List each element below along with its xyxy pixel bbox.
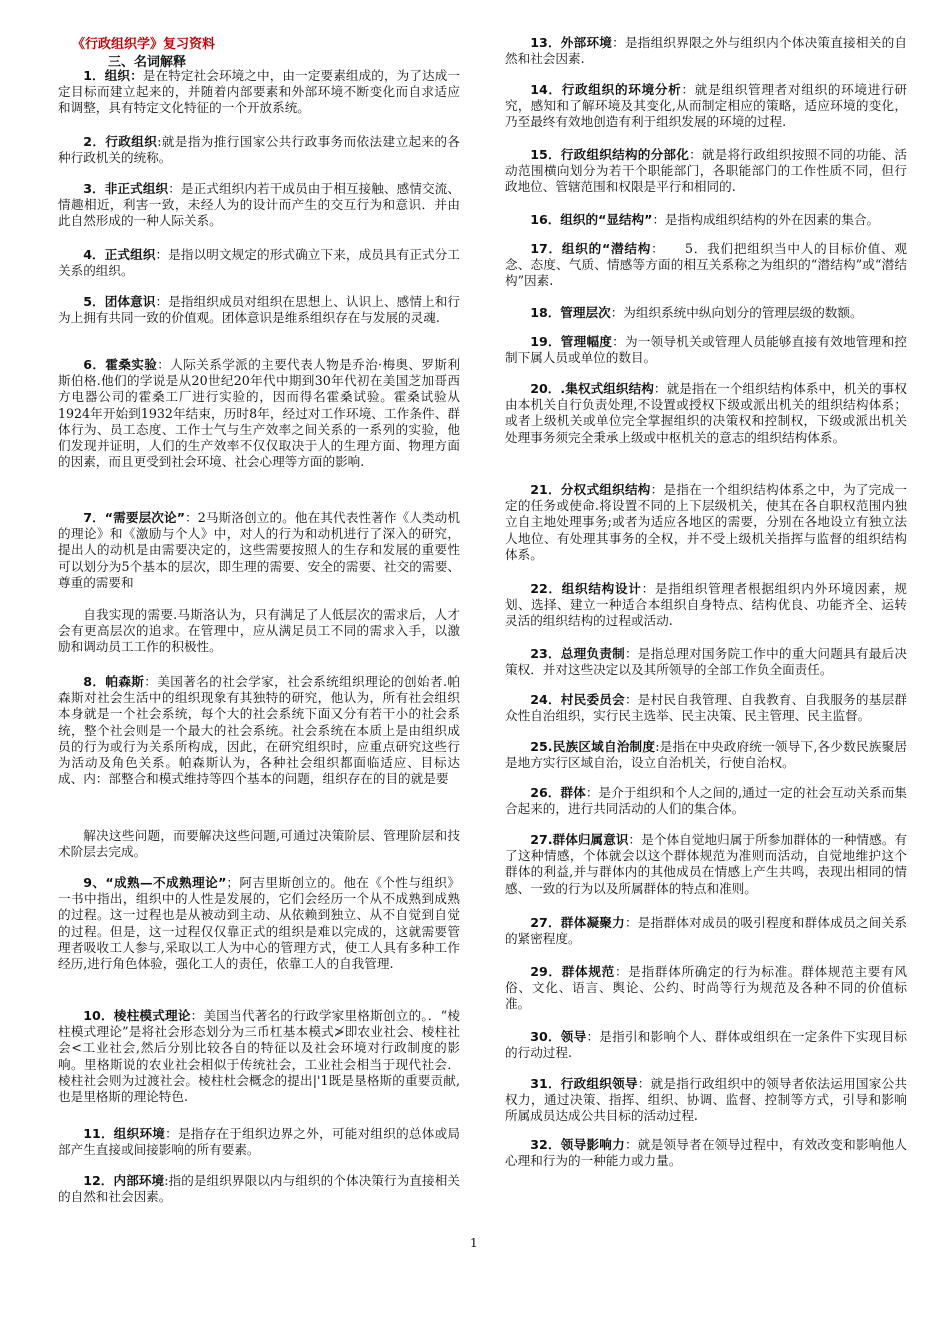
section-title: 三、名词解释 bbox=[108, 55, 187, 70]
entry-term: 22．组织结构设计 bbox=[530, 581, 642, 596]
entry-text: ：为组织系统中纵向划分的管理层级的数额。 bbox=[610, 305, 863, 320]
entry-text: :指的是组织界限以内与组织的个体决策行为直接相关的自然和社会因素。 bbox=[58, 1173, 460, 1205]
entry-text: ：是指构成组织结构的外在因素的集合。 bbox=[652, 212, 880, 227]
entry-text: ：为一领导机关或管理人员能够直接有效地管理和控制下属人员或单位的数目。 bbox=[505, 334, 907, 366]
entry-term: 27．群体凝聚力 bbox=[530, 915, 625, 930]
entry-text: ：就是将行政组织按照不同的功能、活动范围横向划分为若干个职能部门，各职能部门的工作性质不同，但行政地位、管辖范围和权限是平行和相同的. bbox=[505, 147, 908, 195]
entry-text: ：是指引和影响个人、群体或组织在一定条件下实现目标的行动过程. bbox=[505, 1029, 908, 1061]
page-number: 1 bbox=[470, 1236, 478, 1250]
entry-term: 21．分权式组织结构 bbox=[530, 482, 651, 497]
entry-term: 2．行政组织 bbox=[83, 134, 158, 149]
entry-text: ：就是领导者在领导过程中，有效改变和影响他人心理和行为的一种能力或力量。 bbox=[505, 1137, 908, 1169]
entry-item bbox=[505, 739, 907, 771]
entry-term: 9、“成熟—不成熟理论” bbox=[83, 875, 227, 890]
entry-term: 16．组织的“显结构” bbox=[530, 212, 653, 227]
entry-item bbox=[505, 964, 907, 1013]
entry-item bbox=[58, 181, 460, 230]
entry-item bbox=[505, 785, 907, 817]
entry-term: 10．棱柱模式理论 bbox=[83, 1008, 191, 1023]
entry-text: ；阿吉里斯创立的。他在《个性与组织》一书中指出，组织中的人性是发展的，它们会经历一个从不成熟到成熟的过程。这一过程也是从被动到主动、从依赖到独立、从不自觉到自觉的过程。但是，这一过程仅仅靠正式的组织是难以完成的，这就需要管理者吸收工人参与,采取以工人为中心的管理方式，使工人具有多种工作经历,进行角色体验，强化工人的责任，依靠工人的自我管理. bbox=[58, 875, 461, 972]
entry-term: 27.群体归属意识 bbox=[530, 832, 629, 847]
entry-item bbox=[58, 68, 460, 117]
entry-item bbox=[505, 832, 907, 897]
entry-item bbox=[505, 581, 907, 630]
entry-item bbox=[505, 692, 907, 724]
entry-text: ：美国著名的社会学家，社会系统组织理论的创始者.帕森斯对社会生活中的组织现象有其独特的研究，他认为，所有社会组织本身就是一个社会系统，每个大的社会系统下面又分有若干小的社会系统，整个社会则是一个最大的社会系统。社会系统在本质上是由组织成员的行为或行为关系所构成，因此，在研究组织时，应重点研究这些行为活动及角色关系。帕森斯认为，各种社会组织都面临适应、目标达成、内：部整合和模式维持等四个基本的问题，组织存在的目的就是要 bbox=[58, 674, 460, 787]
entry-term: 26．群体 bbox=[530, 785, 586, 800]
entry-term: 32．领导影响力 bbox=[530, 1137, 625, 1152]
entry-text: ：2马斯洛创立的。他在其代表性著作《人类动机的理论》和《激励与个人》中，对人的行为和动机进行了深入的研究，提出人的动机是由需要决定的，这些需要按照人的生存和发展的重要性可以划分为5个基本的层次，即生理的需要、安全的需要、社交的需要、尊重的需要和 bbox=[58, 510, 460, 590]
entry-text: ： 5．我们把组织当中人的目标价值、观念、态度、气质、情感等方面的相互关系称之为组织的“潜结构”或“潜结构”因素. bbox=[505, 241, 907, 289]
entry-item bbox=[58, 247, 460, 279]
entry-item bbox=[505, 305, 907, 321]
entry-text: 解决这些问题，而要解决这些问题,可通过决策阶层、管理阶层和技术阶层去完成。 bbox=[58, 828, 460, 860]
entry-term: 13．外部环境 bbox=[530, 35, 613, 50]
document-title: 《行政组织学》复习资料 bbox=[72, 37, 216, 52]
entry-term: 17．组织的“潜结构 bbox=[530, 241, 652, 256]
entry-term: 4．正式组织 bbox=[83, 247, 156, 262]
entry-text: ：是指群体所确定的行为标准。群体规范主要有风俗、文化、语言、舆论、公约、时尚等行为规范及各种不同的价值标准。 bbox=[505, 964, 908, 1012]
entry-term: 11．组织环境 bbox=[83, 1126, 166, 1141]
entry-term: 14．行政组织的环境分析 bbox=[530, 82, 682, 97]
entry-text: ：就是组织管理者对组织的环境进行研究，感知和了解环境及其变化,从而制定相应的策略，适应环境的变化，乃至最终有效地创造有利于组织发展的环境的过程. bbox=[505, 82, 908, 130]
entry-item bbox=[505, 482, 907, 563]
entry-term: 31．行政组织领导 bbox=[530, 1076, 638, 1091]
entry-text: ：是指群体对成员的吸引程度和群体成员之间关系的紧密程度。 bbox=[505, 915, 908, 947]
entry-term: 6．霍桑实验 bbox=[83, 357, 158, 372]
entry-item bbox=[58, 674, 460, 787]
entry-term: 20．.集权式组织结构 bbox=[530, 381, 654, 396]
entry-item bbox=[58, 357, 460, 470]
entry-item bbox=[58, 134, 460, 166]
entry-item bbox=[505, 381, 907, 446]
entry-term: 25.民族区域自治制度 bbox=[530, 739, 656, 754]
entry-item bbox=[505, 1076, 907, 1125]
entry-item bbox=[58, 1008, 460, 1105]
entry-item bbox=[58, 1173, 460, 1205]
entry-item bbox=[505, 646, 907, 678]
entry-text: ：就是指在一个组织结构体系中，机关的事权由本机关自行负责处理,不设置或授权下级或派出机关的组织结构体系；或者上级机关或单位完全掌握组织的决策权和控制权，下级或派出机关处理事务须完全秉承上级或中枢机关的意志的组织结构体系。 bbox=[505, 381, 908, 445]
entry-text: ：是指以明文规定的形式确立下来，成员具有正式分工关系的组织。 bbox=[58, 247, 461, 279]
entry-text: ：是介于组织和个人之间的,通过一定的社会互动关系而集合起来的，进行共同活动的人们的集合体。 bbox=[505, 785, 907, 817]
entry-term: 8．帕森斯 bbox=[83, 674, 145, 689]
entry-text: ：人际关系学派的主要代表人物是乔治·梅奥、罗斯利斯伯格.他们的学说是从20世纪20年代中期到30年代初在美国芝加哥西方电器公司的霍桑工厂进行实验的，因而得名霍桑试验。霍桑试验从1924年开始到1932年结束，历时8年，经过对工作环境、工作条件、群体行为、员工态度、工作士气与生产效率之间关系的一系列的实验，他们发现并证明，人们的生产效率不仅仅取决于人的生理方面、物理方面的因素，而且更受到社会环境、社会心理等方面的影响. bbox=[58, 357, 460, 470]
entry-text: :是指在中央政府统一领导下,各少数民族聚居是地方实行区域自治，设立自治机关，行使自治权。 bbox=[505, 739, 908, 771]
entry-text: ：是指存在于组织边界之外，可能对组织的总体或局部产生直接或间接影响的所有要素。 bbox=[58, 1126, 460, 1158]
entry-term: 23．总理负责制 bbox=[530, 646, 625, 661]
entry-text: ：就是指行政组织中的领导者依法运用国家公共权力，通过决策、指挥、组织、协调、监督、控制等方式，引导和影响所属成员达成公共目标的活动过程. bbox=[505, 1076, 908, 1124]
entry-text: 自我实现的需要.马斯洛认为，只有满足了人低层次的需求后，人才会有更高层次的追求。在管理中，应从满足员工不同的需求入手，以激励和调动员工工作的积极性。 bbox=[58, 607, 460, 655]
entry-item bbox=[505, 1137, 907, 1169]
entry-item bbox=[505, 334, 907, 366]
entry-text: ：美国当代著名的行政学家里格斯创立的。．“棱柱模式理论”是将社会形态划分为三币杠基本模式≯即农业社会、棱柱社会<工业社会,然后分别比较各自的特征以及社会环境对行政制度的影响。里格斯说的农业社会相似于传统社会，工业社会相当于现代社会．棱柱社会则为过渡社会。棱柱杜会概念的提出|'1既是垦格斯的重要贡献,也是里格斯的理论特色. bbox=[58, 1008, 460, 1105]
entry-item bbox=[58, 294, 460, 326]
entry-item bbox=[505, 82, 907, 131]
entry-text: ：是个体自觉地归属于所参加群体的一种情感。有了这种情感，个体就会以这个群体规范为准则而活动，自觉地维护这个群体的利益,并与群体内的其他成员在情感上产生共鸣，表现出相同的情感、一致的行为以及所属群体的特点和准则。 bbox=[505, 832, 908, 896]
entry-item bbox=[505, 915, 907, 947]
entry-term: 7．“需要层次论” bbox=[83, 510, 185, 525]
entry-item bbox=[505, 35, 907, 67]
entry-term: 30．领导 bbox=[530, 1029, 587, 1044]
entry-term: 29．群体规范 bbox=[530, 964, 615, 979]
entry-item bbox=[505, 147, 907, 196]
entry-term: 18．管理层次 bbox=[530, 305, 611, 320]
entry-text: :就是指为推行国家公共行政事务而依法建立起来的各种行政机关的统称。 bbox=[58, 134, 460, 166]
entry-item bbox=[58, 1126, 460, 1158]
entry-term: 1．组织： bbox=[83, 68, 143, 83]
entry-item bbox=[58, 875, 460, 972]
entry-text: ：是村民自我管理、自我教育、自我服务的基层群众性自治组织，实行民主选举、民主决策、民主管理、民主监督。 bbox=[505, 692, 908, 724]
entry-text: ：是指组织管理者根据组织内外环境因素，规划、选择、建立一种适合本组织自身特点、结构优良、功能齐全、运转灵活的组织结构的过程或活动. bbox=[505, 581, 907, 629]
entry-item bbox=[505, 241, 907, 290]
entry-item bbox=[505, 212, 907, 228]
entry-text: ：是指组织界限之外与组织内个体决策直接相关的自然和社会因素. bbox=[505, 35, 907, 67]
entry-term: 3．非正式组织 bbox=[83, 181, 169, 196]
entry-text: 是在特定社会环境之中，由一定要素组成的，为了达成一定目标而建立起来的，并随着内部要素和外部环境不断变化而自求适应和调整，具有特定文化特征的一个开放系统。 bbox=[58, 68, 461, 116]
entry-item bbox=[58, 510, 460, 591]
entry-text: ：是指在一个组织结构体系之中，为了完成一定的任务或使命.将设置不同的上下层级机关，使其在各自职权范围内独立自主地处理事务;或者为适应各地区的需要，分别在各地设立有独立法人地位、有处理其事务的全权，并不受上级机关指挥与监督的组织结构体系。 bbox=[505, 482, 908, 562]
entry-term: 24．村民委员会 bbox=[530, 692, 625, 707]
entry-text: ：是正式组织内若干成员由于相互接触、感情交流、情趣相近，利害一致，未经人为的设计而产生的交互行为和意识．并由此自然形成的一种人际关系。 bbox=[58, 181, 461, 229]
entry-item bbox=[58, 607, 460, 656]
entry-term: 19．管理幅度 bbox=[530, 334, 613, 349]
entry-term: 15．行政组织结构的分部化 bbox=[530, 147, 690, 162]
entry-text: ：是指总理对国务院工作中的重大问题具有最后决策权．并对这些决定以及其所领导的全部工作负全面责任。 bbox=[505, 646, 908, 678]
entry-text: ：是指组织成员对组织在思想上、认识上、感情上和行为上拥有共同一致的价值观。团体意识是维系组织存在与发展的灵魂. bbox=[58, 294, 461, 326]
entry-term: 5．团体意识 bbox=[83, 294, 156, 309]
entry-item bbox=[58, 828, 460, 860]
entry-term: 12．内部环境 bbox=[83, 1173, 165, 1188]
entry-item bbox=[505, 1029, 907, 1061]
